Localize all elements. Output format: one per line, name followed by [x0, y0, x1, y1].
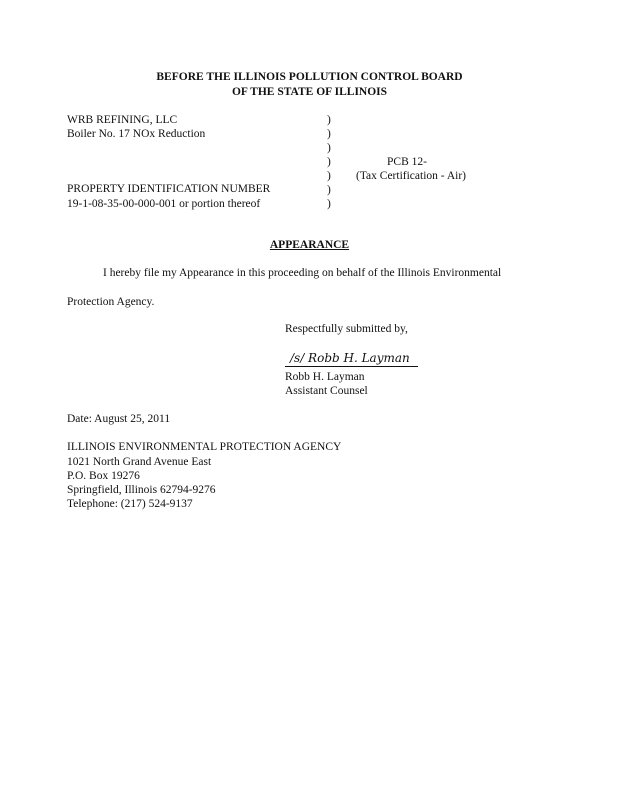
property-id-number: 19-1-08-35-00-000-001 or portion thereof [67, 198, 261, 210]
signer-name: Robb H. Layman [285, 371, 365, 383]
caption-paren: ) [327, 114, 331, 126]
body-paragraph-line1: I hereby file my Appearance in this proceeding on behalf of the Illinois Environmental [103, 267, 502, 279]
document-title: APPEARANCE [269, 239, 350, 251]
property-id-heading: PROPERTY IDENTIFICATION NUMBER [67, 183, 271, 195]
petitioner-name: WRB REFINING, LLC [67, 114, 178, 126]
case-number: PCB 12- [387, 156, 427, 168]
agency-phone: Telephone: (217) 524-9137 [67, 498, 193, 510]
body-paragraph-line2: Protection Agency. [67, 296, 155, 308]
agency-po-box: P.O. Box 19276 [67, 470, 140, 482]
electronic-signature: /s/ Robb H. Layman [290, 351, 410, 365]
caption-paren: ) [327, 184, 331, 196]
signer-title: Assistant Counsel [285, 385, 368, 397]
caption-paren: ) [327, 170, 331, 182]
caption-paren: ) [327, 198, 331, 210]
agency-name: ILLINOIS ENVIRONMENTAL PROTECTION AGENCY [67, 441, 342, 453]
caption-paren: ) [327, 142, 331, 154]
agency-city: Springfield, Illinois 62794-9276 [67, 484, 216, 496]
board-heading-line2: OF THE STATE OF ILLINOIS [231, 86, 388, 98]
caption-paren: ) [327, 128, 331, 140]
matter-description: Boiler No. 17 NOx Reduction [67, 128, 206, 140]
case-type: (Tax Certification - Air) [356, 170, 467, 182]
agency-street: 1021 North Grand Avenue East [67, 456, 212, 468]
signature-line [285, 366, 418, 367]
closing-phrase: Respectfully submitted by, [285, 323, 408, 335]
date-line: Date: August 25, 2011 [67, 413, 171, 425]
board-heading-line1: BEFORE THE ILLINOIS POLLUTION CONTROL BOARD [156, 71, 463, 83]
caption-paren: ) [327, 156, 331, 168]
